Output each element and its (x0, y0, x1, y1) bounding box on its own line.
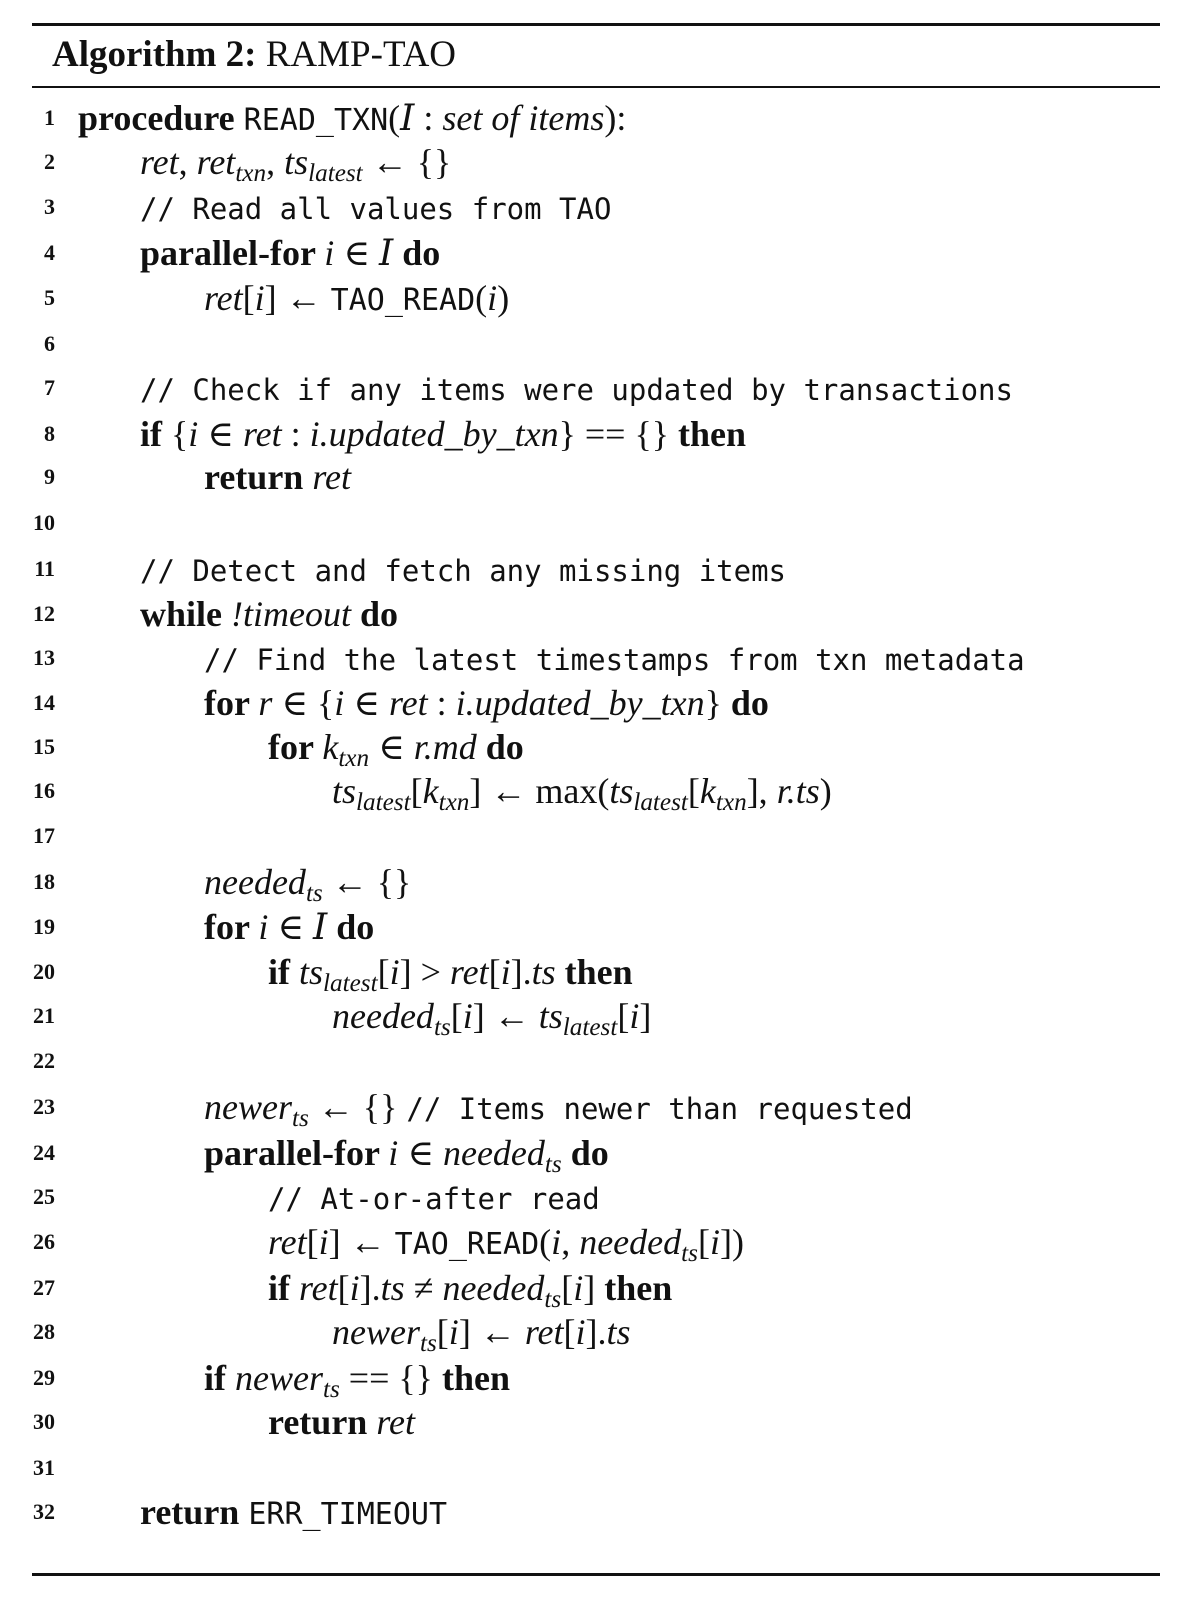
expression: ]) (719, 1222, 744, 1262)
subscript: latest (633, 789, 688, 817)
code-line (0, 1039, 1203, 1083)
expression: [ (306, 1222, 319, 1262)
keyword: while (140, 594, 232, 634)
expression: ret (299, 1268, 338, 1308)
line-code (140, 592, 398, 636)
header-rule (32, 86, 1160, 88)
line-code (268, 1175, 600, 1221)
algorithm-name: RAMP-TAO (265, 34, 457, 75)
expression: ts (606, 1312, 631, 1352)
keyword: return (204, 457, 313, 497)
expression: ( (388, 98, 401, 138)
expression: ret (376, 1402, 415, 1442)
expression: ret (524, 1312, 564, 1352)
line-code (140, 231, 440, 276)
line-number: 14 (33, 690, 55, 715)
code-line (0, 501, 1203, 545)
comment: // Items newer than requested (406, 1092, 913, 1126)
keyword: for (268, 727, 323, 767)
line-code (204, 455, 351, 499)
identifier: TAO_READ (330, 283, 476, 318)
expression: ] ← (472, 996, 539, 1036)
line-number: 13 (33, 645, 55, 670)
expression: ≠ (404, 1268, 443, 1308)
expression: { (171, 414, 189, 454)
line-number: 1 (44, 105, 55, 130)
code-line (0, 1220, 1203, 1268)
code-line (0, 276, 1203, 320)
expression: ts (380, 1268, 405, 1308)
expression: !timeout (231, 594, 351, 634)
expression: == {} (339, 1358, 442, 1398)
expression: i (487, 278, 498, 318)
expression: ] (639, 996, 652, 1036)
expression: [ (617, 996, 630, 1036)
subscript: latest (562, 1014, 618, 1042)
keyword: do (476, 727, 524, 767)
line-code (140, 185, 611, 231)
keyword: if (204, 1358, 235, 1398)
line-number: 19 (33, 914, 55, 939)
expression: ∈ (268, 907, 313, 947)
algorithm-label: Algorithm 2: (52, 34, 257, 75)
expression: ] ← (458, 1312, 525, 1352)
line-code (268, 1400, 415, 1444)
expression: ∈ (198, 414, 243, 454)
code-line (0, 725, 1203, 773)
expression: i (575, 1312, 586, 1352)
line-number: 21 (33, 1003, 55, 1028)
expression: r.md (413, 727, 477, 767)
keyword: if (268, 952, 299, 992)
expression: k (422, 771, 439, 811)
expression: ts (531, 952, 556, 992)
expression: : (414, 98, 443, 138)
keyword: do (561, 1133, 609, 1173)
expression: ret (312, 457, 351, 497)
keyword: do (351, 594, 399, 634)
line-number: 22 (33, 1048, 55, 1073)
expression: ts (332, 771, 357, 811)
line-number: 31 (33, 1455, 55, 1480)
comment: // Detect and fetch any missing items (140, 554, 787, 588)
code-line (0, 185, 1203, 229)
line-number: 8 (44, 421, 55, 446)
line-number: 6 (44, 331, 55, 356)
expression: : (281, 414, 310, 454)
line-code (332, 994, 652, 1042)
expression: ( (475, 278, 488, 318)
line-code (204, 1131, 609, 1179)
expression: needed (579, 1222, 682, 1262)
subscript: ts (322, 1376, 340, 1404)
line-code (204, 276, 509, 323)
line-code (268, 1266, 673, 1314)
line-number: 5 (44, 285, 55, 310)
code-line (0, 860, 1203, 908)
expression: [ (410, 771, 423, 811)
expression: ∈ (344, 683, 389, 723)
code-line (0, 994, 1203, 1042)
code-line (0, 1446, 1203, 1490)
subscript: ts (544, 1286, 562, 1314)
expression: [ (561, 1268, 574, 1308)
expression: ) (497, 278, 510, 318)
subscript: ts (433, 1014, 451, 1042)
top-rule (32, 23, 1160, 26)
expression: newer (235, 1358, 323, 1398)
subscript: ts (305, 880, 323, 908)
expression: ret (242, 414, 282, 454)
expression: ] > (399, 952, 450, 992)
code-line (0, 455, 1203, 499)
code-line (0, 681, 1203, 725)
expression: ] ← max( (469, 771, 610, 811)
expression: i (551, 1222, 562, 1262)
line-code (204, 681, 769, 725)
expression: ( (539, 1222, 552, 1262)
line-number: 26 (33, 1229, 55, 1254)
expression: ∈ { (272, 683, 335, 723)
keyword: return (140, 1492, 249, 1532)
expression: i (334, 683, 345, 723)
expression: I (313, 907, 328, 948)
code-line (0, 412, 1203, 456)
expression: i (709, 1222, 720, 1262)
line-code (140, 366, 1013, 412)
expression: k (699, 771, 716, 811)
expression: [ (242, 278, 255, 318)
expression: , (266, 142, 285, 182)
expression: I (378, 233, 394, 274)
identifier: READ_TXN (243, 103, 389, 138)
code-line (0, 140, 1203, 188)
expression: ts (284, 142, 309, 182)
keyword: for (204, 907, 259, 947)
code-line (0, 1131, 1203, 1179)
expression: [ (563, 1312, 576, 1352)
comment: // At-or-after read (268, 1182, 600, 1216)
code-line (0, 547, 1203, 591)
line-number: 9 (44, 464, 55, 489)
line-code (268, 1220, 744, 1267)
expression: , (178, 142, 197, 182)
expression: i (324, 233, 335, 273)
expression: } (704, 683, 731, 723)
expression: ] ← (328, 1222, 395, 1262)
identifier: ERR_TIMEOUT (248, 1497, 448, 1532)
line-code (140, 547, 786, 593)
line-number: 2 (44, 149, 55, 174)
code-line (0, 96, 1203, 140)
line-code (204, 1085, 913, 1131)
keyword: then (604, 1268, 673, 1308)
code-line (0, 592, 1203, 636)
code-line (0, 1356, 1203, 1404)
line-number: 4 (44, 240, 55, 265)
keyword: procedure (78, 98, 244, 138)
line-code (140, 1490, 447, 1537)
code-line (0, 322, 1203, 366)
identifier: TAO_READ (394, 1227, 540, 1262)
line-number: 11 (34, 556, 55, 581)
expression: ret (268, 1222, 307, 1262)
line-code (140, 412, 746, 456)
expression: r (258, 683, 273, 723)
subscript: ts (681, 1240, 698, 1268)
code-line (0, 366, 1203, 410)
line-number: 18 (33, 869, 55, 894)
expression: ] (583, 1268, 605, 1308)
expression: [ (377, 952, 390, 992)
subscript: ts (419, 1330, 437, 1358)
subscript: latest (356, 789, 411, 817)
expression: ret (449, 952, 489, 992)
expression: i (388, 1133, 399, 1173)
code-line (0, 769, 1203, 817)
expression: ts (299, 952, 324, 992)
expression: ∈ (369, 727, 414, 767)
expression: } == {} (558, 414, 679, 454)
expression: i (254, 278, 265, 318)
expression: i.updated_by_txn (309, 414, 559, 454)
code-line (0, 636, 1203, 680)
comment: // Check if any items were updated by transactions (140, 373, 1013, 407)
expression: [ (687, 771, 700, 811)
line-number: 12 (33, 601, 55, 626)
subscript: txn (338, 745, 370, 773)
keyword: do (730, 683, 769, 723)
expression: i (448, 1312, 459, 1352)
line-number: 24 (33, 1140, 55, 1165)
expression: [ (450, 996, 463, 1036)
expression: ]. (585, 1312, 607, 1352)
subscript: latest (323, 970, 378, 998)
keyword: do (393, 233, 441, 273)
subscript: latest (308, 160, 363, 188)
line-code (204, 905, 374, 950)
line-number: 27 (33, 1275, 55, 1300)
expression: ], (746, 771, 777, 811)
code-line (0, 950, 1203, 998)
expression: ]. (510, 952, 532, 992)
code-line (0, 1400, 1203, 1444)
keyword: if (268, 1268, 299, 1308)
expression: ← {} (308, 1087, 407, 1127)
keyword: return (268, 1402, 377, 1442)
line-code (332, 769, 832, 817)
expression: ts (538, 996, 563, 1036)
code-line (0, 231, 1203, 275)
expression: i (629, 996, 640, 1036)
expression: ) (819, 771, 832, 811)
keyword: then (555, 952, 633, 992)
comment: // Read all values from TAO (140, 192, 612, 226)
line-number: 32 (33, 1499, 55, 1524)
comment: // Find the latest timestamps from txn metadata (204, 643, 1025, 677)
line-code (204, 860, 412, 908)
expression: i (462, 996, 473, 1036)
line-number: 30 (33, 1409, 55, 1434)
subscript: txn (438, 789, 470, 817)
expression: ret (388, 683, 428, 723)
line-code (78, 96, 626, 143)
keyword: parallel-for (140, 233, 325, 273)
expression: i (389, 952, 400, 992)
keyword: then (678, 414, 747, 454)
expression: needed (204, 862, 306, 902)
line-number: 28 (33, 1319, 55, 1344)
expression: i (500, 952, 511, 992)
expression: i (258, 907, 269, 947)
expression: : (427, 683, 456, 723)
line-number: 23 (33, 1094, 55, 1119)
code-line (0, 1490, 1203, 1534)
expression: ← {} (322, 862, 412, 902)
expression: r.ts (776, 771, 820, 811)
line-code (332, 1310, 631, 1358)
keyword: then (441, 1358, 510, 1398)
line-number: 16 (33, 778, 55, 803)
expression: [ (488, 952, 501, 992)
expression: i (573, 1268, 584, 1308)
line-number: 3 (44, 194, 55, 219)
expression: needed (442, 1133, 545, 1173)
expression: newer (204, 1087, 292, 1127)
expression: ∈ (334, 233, 379, 273)
expression: i.updated_by_txn (455, 683, 705, 723)
bottom-rule (32, 1573, 1160, 1576)
expression: i (349, 1268, 360, 1308)
expression: ]. (359, 1268, 381, 1308)
code-line (0, 1266, 1203, 1314)
keyword: if (140, 414, 171, 454)
line-number: 20 (33, 959, 55, 984)
expression: ret (204, 278, 243, 318)
expression: [ (337, 1268, 350, 1308)
expression: [ (436, 1312, 449, 1352)
expression: I (400, 98, 415, 139)
expression: k (322, 727, 339, 767)
line-code (204, 636, 1025, 682)
expression: i (188, 414, 199, 454)
expression: ): (604, 98, 627, 138)
line-code (268, 950, 633, 998)
line-number: 17 (33, 823, 55, 848)
code-line (0, 814, 1203, 858)
line-code (268, 725, 524, 773)
algorithm-title (52, 30, 456, 80)
expression: i (318, 1222, 329, 1262)
line-number: 29 (33, 1365, 55, 1390)
expression: ] ← (264, 278, 331, 318)
subscript: txn (715, 789, 747, 817)
line-number: 15 (33, 734, 55, 759)
expression: ← {} (362, 142, 452, 182)
expression: , (561, 1222, 580, 1262)
code-line (0, 1085, 1203, 1133)
expression: set of items (442, 98, 605, 138)
subscript: txn (235, 160, 267, 188)
keyword: parallel-for (204, 1133, 389, 1173)
line-code (204, 1356, 510, 1404)
keyword: for (204, 683, 259, 723)
subscript: ts (544, 1151, 562, 1179)
expression: needed (442, 1268, 545, 1308)
code-line (0, 1310, 1203, 1358)
expression: ret (140, 142, 179, 182)
expression: [ (697, 1222, 710, 1262)
expression: ∈ (398, 1133, 443, 1173)
expression: ret (196, 142, 236, 182)
line-number: 10 (33, 510, 55, 535)
subscript: ts (291, 1105, 309, 1133)
expression: newer (332, 1312, 420, 1352)
expression: ts (609, 771, 634, 811)
line-code (140, 140, 452, 188)
code-line (0, 1175, 1203, 1219)
line-number: 25 (33, 1184, 55, 1209)
expression: needed (332, 996, 434, 1036)
keyword: do (327, 907, 375, 947)
line-number: 7 (44, 375, 55, 400)
code-line (0, 905, 1203, 949)
